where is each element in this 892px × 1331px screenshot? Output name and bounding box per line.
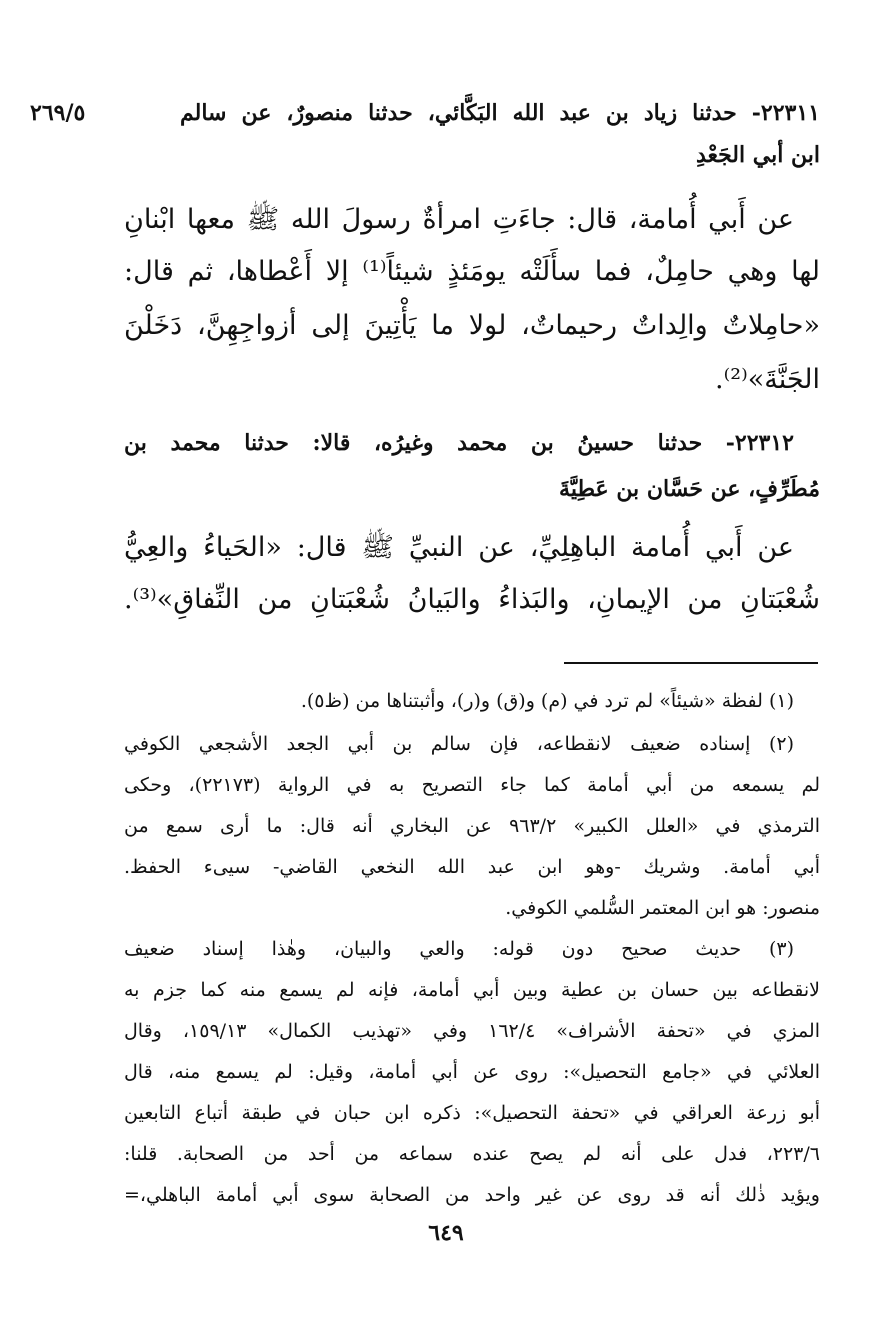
page-number: ٦٤٩	[428, 1220, 464, 1246]
footnote-2-line5: منصور: هو ابن المعتمر السُّلمي الكوفي.	[505, 897, 820, 919]
footnote-3-line6: ٢٢٣/٦، فدل على أنه لم يصح عنده سماعه من أحد من الصحابة. قلنا:	[124, 1143, 820, 1165]
hadith-22311-isnad-line2: ابن أبي الجَعْدِ	[695, 142, 820, 168]
footnote-2-line3: الترمذي في «العلل الكبير» ٩٦٣/٢ عن البخاري أنه قال: ما أرى سمع من	[124, 815, 820, 837]
footnote-3-line1: (٣) حديث صحيح دون قوله: والعي والبيان، وهٰذا إسناد ضعيف	[124, 938, 794, 960]
footnote-1: (١) لفظة «شيئاً» لم ترد في (م) و(ق) و(ر)، وأثبتناها من (ظ٥).	[300, 690, 794, 712]
footnote-2-line2: لم يسمعه من أبي أمامة كما جاء التصريح به في الرواية (٢٢١٧٣)، وحكى	[124, 774, 821, 796]
hadith-22312-matn-line1: عن أَبي أُمامة الباهِلِيِّ، عن النبيِّ ﷺ قال: «الحَياءُ والعِيُّ	[124, 532, 794, 563]
footnote-2-line1: (٢) إسناده ضعيف لانقطاعه، فإن سالم بن أبي الجعد الأشجعي الكوفي	[124, 733, 794, 755]
hadith-22311-isnad-line1: ٢٢٣١١- حدثنا زياد بن عبد الله البَكَّائي، حدثنا منصورٌ، عن سالم	[180, 100, 820, 126]
hadith-22311-matn-line2: لها وهي حامِلٌ، فما سأَلَتْه يومَئذٍ شيئاً⁽¹⁾ إلا أَعْطاها، ثم قال:	[124, 256, 820, 287]
footnote-3-line5: أبو زرعة العراقي في «تحفة التحصيل»: ذكره ابن حبان في طبقة أتباع التابعين	[124, 1102, 820, 1124]
hadith-22311-matn-line3: «حامِلاتٌ والِداتٌ رحيماتٌ، لولا ما يَأْتِينَ إلى أزواجِهِنَّ، دَخَلْنَ	[124, 310, 820, 341]
hadith-22312-isnad-line1: ٢٢٣١٢- حدثنا حسينُ بن محمد وغيرُه، قالا: حدثنا محمد بن	[124, 430, 794, 456]
hadith-22311-matn-line1: عن أَبي أُمامة، قال: جاءَتِ امرأةٌ رسولَ الله ﷺ معها ابْنانِ	[124, 204, 794, 235]
hadith-22312-matn-line2: شُعْبَتانِ من الإيمانِ، والبَذاءُ والبَيانُ شُعْبَتانِ من النِّفاقِ»⁽³⁾.	[124, 584, 820, 615]
volume-page-reference: ٢٦٩/٥	[30, 100, 86, 126]
footnote-3-line7: ويؤيد ذٰلك أنه قد روى عن غير واحد من الصحابة سوى أبي أمامة الباهلي،=	[124, 1184, 820, 1206]
footnote-3-line2: لانقطاعه بين حسان بن عطية وبين أبي أمامة، فإنه لم يسمع منه كما جزم به	[124, 979, 820, 1001]
footnote-separator	[564, 662, 818, 664]
footnote-3-line4: العلائي في «جامع التحصيل»: روى عن أبي أمامة، وقيل: لم يسمع منه، قال	[124, 1061, 820, 1083]
footnote-2-line4: أبي أمامة. وشريك -وهو ابن عبد الله النخعي القاضي- سيىء الحفظ.	[124, 856, 820, 878]
footnote-3-line3: المزي في «تحفة الأشراف» ١٦٢/٤ وفي «تهذيب الكمال» ١٥٩/١٣، وقال	[124, 1020, 821, 1042]
hadith-22312-isnad-line2: مُطَرِّفٍ، عن حَسَّان بن عَطِيَّةَ	[559, 476, 820, 502]
hadith-22311-matn-line4: الجَنَّةَ»⁽²⁾.	[715, 364, 820, 395]
